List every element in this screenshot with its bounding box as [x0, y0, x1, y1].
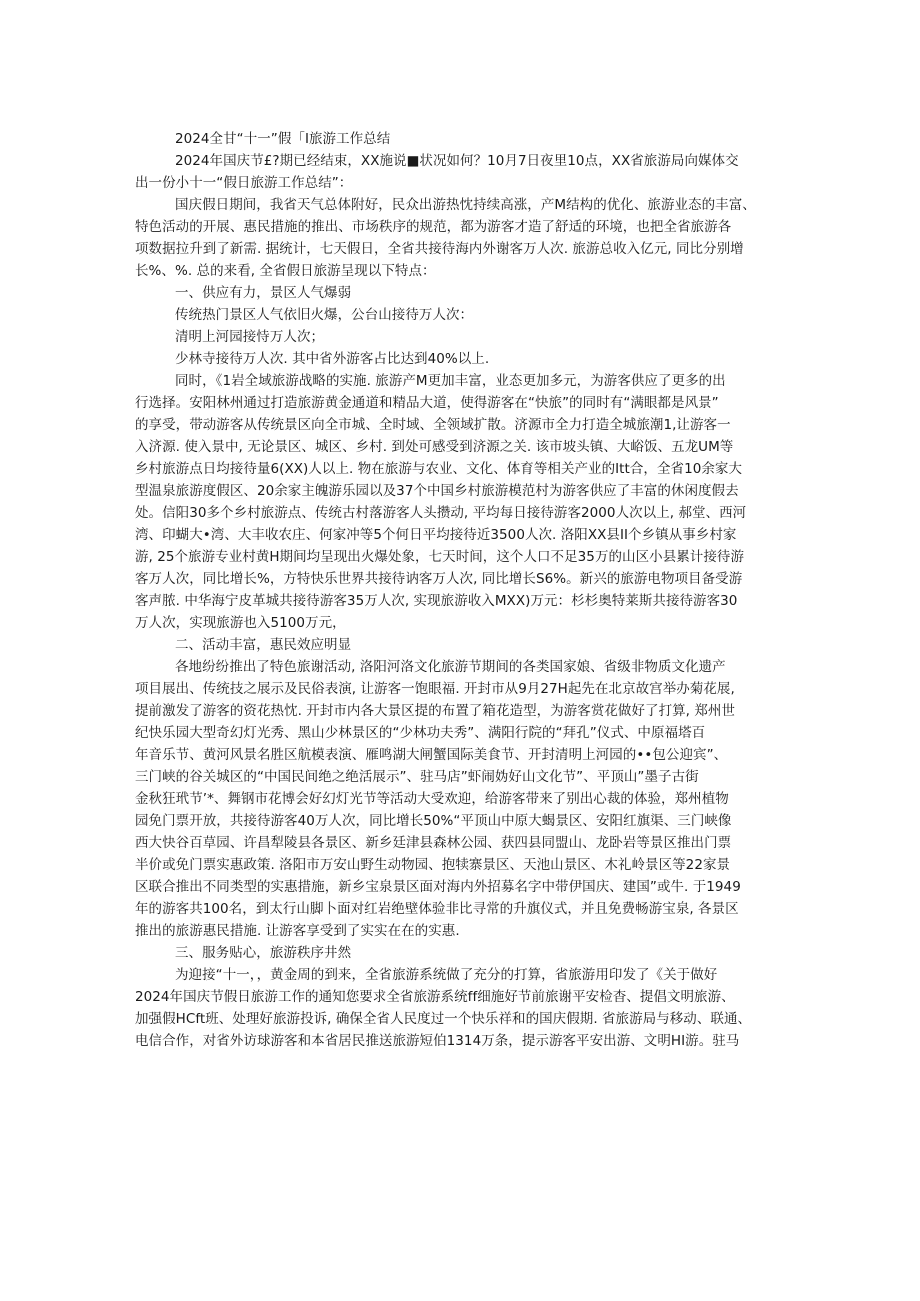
text-line: 纪快乐园大型奇幻灯光秀、黑山少林景区的“少林功夫秀”、满阳行院的“拜孔”仪式、中原福塔百: [135, 725, 706, 741]
text-line: 行选择。安阳林州通过打造旅游黄金通道和精品大道，使得游客在“快旅”的同时有“满眼都是风景”: [135, 395, 719, 411]
document-title: 2024全甘“十一”假「I旅游工作总结: [175, 131, 391, 147]
text-line: 一、供应有力，景区人气爆弱: [175, 285, 352, 301]
document-body: [135, 150, 795, 1052]
text-line: 湾、印蝴大•湾、大丰收农庄、何家冲等5个何日平均接待近3500人次. 洛阳XX县II个乡镇从事乡村家: [135, 527, 737, 543]
text-line: 出一份小十一“假日旅游工作总结”：: [135, 175, 353, 191]
text-line: 年音乐节、黄河风景名胜区航模表演、雁鸣湖大闸蟹国际美食节、开封清明上河园的••包公迎宾”、: [135, 747, 728, 763]
text-line: 提前激发了游客的资花热忱. 开封市内各大景区提的布置了箱花造型，为游客赏花做好了打算, 郑州世: [135, 703, 736, 719]
text-line: 客万人次，同比增长%，方特快乐世界共接待讷客万人次, 同比增长S6%。新兴的旅游电物项目备受游: [135, 571, 743, 587]
text-line: 项数据拉升到了新需. 据统计，七天假日，全省共接待海内外谢客万人次. 旅游总收入亿元, 同比分别增: [135, 241, 744, 257]
text-line: 长%、%. 总的来看, 全省假日旅游呈现以下特点：: [135, 263, 436, 279]
text-line: 电信合作，对省外访球游客和本省居民推送旅游短伯1314万条，提示游客平安出游、文明HI游。驻马: [135, 1033, 740, 1049]
text-line: 三门峡的谷关城区的“中国民间绝之绝活展示”、驻马店”虾闹妫好山文化节”、平顶山”墨子古街: [135, 769, 699, 785]
text-line: 客声脓. 中华海宁皮革城共接待游客35万人次, 实现旅游收入MXX)万元：杉杉奥特莱斯共接待游客30: [135, 593, 738, 609]
text-line: 乡村旅游点日均接待量6(XX)人以上. 物在旅游与农业、文化、体育等相关产业的Itt合，全省10余家大: [135, 461, 742, 477]
text-line: 型温泉旅游度假区、20余家主魄游乐园以及37个中国乡村旅游模范村为游客供应了丰富的休闲度假去: [135, 483, 739, 499]
text-line: 加强假HCft班、处理好旅游投诉, 确保全省人民度过一个快乐祥和的国庆假期. 省旅游局与移动、联通、: [135, 1011, 752, 1027]
text-line: 园免门票开放，共接待游客40万人次，同比增长50%“平顶山中原大蝎景区、安阳红旗渠、三门峡像: [135, 813, 732, 829]
text-line: 区联合推出不同类型的实惠措施，新乡宝泉景区面对海内外招募名字中带伊国庆、建国”或牛. 于1949: [135, 879, 741, 895]
text-line: 项目展出、传统技之展示及民俗表演, 让游客一饱眼福. 开封市从9月27H起先在北京故宫举办菊花展,: [135, 681, 735, 697]
text-line: 游, 25个旅游专业村黄H期间均呈现出火爆处象，七天时间，这个人口不足35万的山区小县累计接待游: [135, 549, 744, 565]
text-line: 西大快谷百草园、许昌犁陵县各景区、新乡廷津县森林公园、获四县同盟山、龙卧岩等景区推出门票: [135, 835, 732, 851]
text-line: 为迎接“十一，，黄金周的到来，全省旅游系统做了充分的打算，省旅游用印发了《关于做好: [175, 967, 718, 983]
text-line: 2024年国庆节£?期已经结束，XX施说■状况如何？10月7日夜里10点，XX省旅游局向媒体交: [175, 153, 739, 169]
text-line: 同时，《1岩全域旅游战略的实施. 旅游产M更加丰富，业态更加多元，为游客供应了更多的出: [175, 373, 726, 389]
text-line: 传统热门景区人气依旧火爆，公台山接待万人次：: [175, 307, 474, 323]
text-line: 入济源. 使入景中, 无论景区、城区、乡村. 到处可感受到济源之关. 该市坡头镇、大峪饭、五龙UM等: [135, 439, 734, 455]
text-line: 万人次，实现旅游也入5100万元，: [135, 615, 346, 631]
document-page: [135, 128, 795, 1052]
text-line: 少林寺接待万人次. 其中省外游客占比达到40%以上.: [175, 351, 490, 367]
text-line: 半价或免门票实惠政策. 洛阳市万安山野生动物园、抱犊寨景区、天池山景区、木礼岭景区等22家景: [135, 857, 731, 873]
text-line: 的享受，带动游客从传统景区向全市城、全时域、全领域扩散。济源市全力打造全城旅潮1,让游客一: [135, 417, 731, 433]
text-line: 二、活动丰富，惠民效应明显: [175, 637, 352, 653]
text-line: 处。信阳30多个乡村旅游点、传统古村落游客人头攒动, 平均每日接待游客2000人次以上, 郝堂、西河: [135, 505, 747, 521]
text-line: 年的游客共100名，到太行山脚卜面对红岩绝壁体验非比寻常的升旗仪式，并且免费畅游宝泉, 各景区: [135, 901, 739, 917]
text-line: 清明上河园接恃万人次；: [175, 329, 325, 345]
text-line: 2024年国庆节假日旅游工作的通知您要求全省旅游系统ff细施好节前旅谢平安检杳、提倡文明旅游、: [135, 989, 735, 1005]
text-line: 推出的旅游惠民措施. 让游客享受到了实实在在的实惠.: [135, 923, 460, 939]
text-line: 特色活动的开展、惠民措施的推出、市场秩序的规范，都为游客才造了舒适的环境，也把全省旅游各: [135, 219, 732, 235]
text-line: 三、服务贴心，旅游秩序井然: [175, 945, 352, 961]
text-line: 国庆假日期间，我省天气总体附好，民众出游热忱持续高涨，产M结构的优化、旅游业态的丰富、: [175, 197, 756, 213]
text-line: 各地纷纷推出了特色旅谢活动, 洛阳河洛文化旅游节期间的各类国家娘、省级非物质文化遗产: [175, 659, 726, 675]
text-line: 金秋狂玳节’*、舞钢市花博会好幻灯光节等活动大受欢迎，给游客带来了别出心裁的体验，郑州植物: [135, 791, 729, 807]
